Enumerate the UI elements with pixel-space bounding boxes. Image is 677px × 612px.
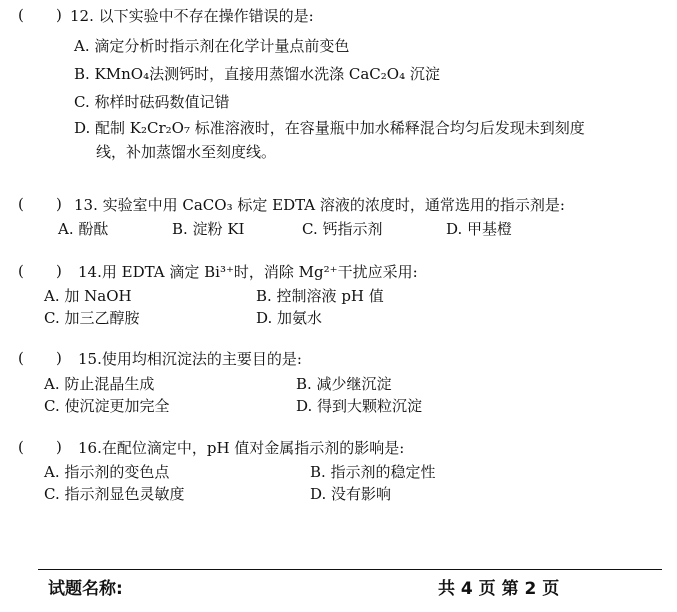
answer-paren-close: ) [56, 195, 62, 213]
option-d: D. 甲基橙 [446, 220, 513, 238]
option-c: C. 称样时砝码数值记错 [74, 93, 230, 111]
page-info: 共 4 页 第 2 页 [438, 579, 560, 599]
question-stem: 14.用 EDTA 滴定 Bi³⁺时，消除 Mg²⁺干扰应采用: [78, 263, 418, 281]
option-b: B. 淀粉 KI [172, 220, 245, 238]
option-a: A. 加 NaOH [44, 287, 132, 305]
footer-divider [38, 569, 662, 570]
answer-paren-close: ) [56, 262, 62, 280]
option-a: A. 指示剂的变色点 [44, 463, 170, 481]
option-d-continuation: 线，补加蒸馏水至刻度线。 [96, 143, 277, 161]
option-d: D. 加氨水 [256, 309, 323, 327]
option-d: D. 得到大颗粒沉淀 [296, 397, 423, 415]
answer-paren-open: ( [18, 438, 24, 456]
option-d: D. 配制 K₂Cr₂O₇ 标准溶液时，在容量瓶中加水稀释混合均匀后发现未到刻度 [74, 119, 585, 137]
option-d: D. 没有影响 [310, 485, 392, 503]
question-stem: 12. 以下实验中不存在操作错误的是: [70, 7, 314, 25]
question-stem: 13. 实验室中用 CaCO₃ 标定 EDTA 溶液的浓度时，通常选用的指示剂是: [74, 196, 565, 214]
option-a: A. 滴定分析时指示剂在化学计量点前变色 [74, 37, 350, 55]
option-b: B. 控制溶液 pH 值 [256, 287, 384, 305]
exam-name-label: 试题名称: [48, 579, 123, 599]
option-c: C. 加三乙醇胺 [44, 309, 140, 327]
option-a: A. 酚酞 [58, 220, 109, 238]
option-c: C. 指示剂显色灵敏度 [44, 485, 185, 503]
answer-paren-close: ) [56, 438, 62, 456]
answer-paren-open: ( [18, 349, 24, 367]
option-c: C. 钙指示剂 [302, 220, 383, 238]
answer-paren-close: ) [56, 349, 62, 367]
option-b: B. 指示剂的稳定性 [310, 463, 436, 481]
option-c: C. 使沉淀更加完全 [44, 397, 170, 415]
answer-paren-close: ) [56, 6, 62, 24]
question-stem: 16.在配位滴定中，pH 值对金属指示剂的影响是: [78, 439, 405, 457]
answer-paren-open: ( [18, 262, 24, 280]
option-b: B. KMnO₄法测钙时，直接用蒸馏水洗涤 CaC₂O₄ 沉淀 [74, 65, 440, 83]
option-b: B. 减少继沉淀 [296, 375, 392, 393]
option-a: A. 防止混晶生成 [44, 375, 155, 393]
answer-paren-open: ( [18, 6, 24, 24]
question-stem: 15.使用均相沉淀法的主要目的是: [78, 350, 302, 368]
answer-paren-open: ( [18, 195, 24, 213]
